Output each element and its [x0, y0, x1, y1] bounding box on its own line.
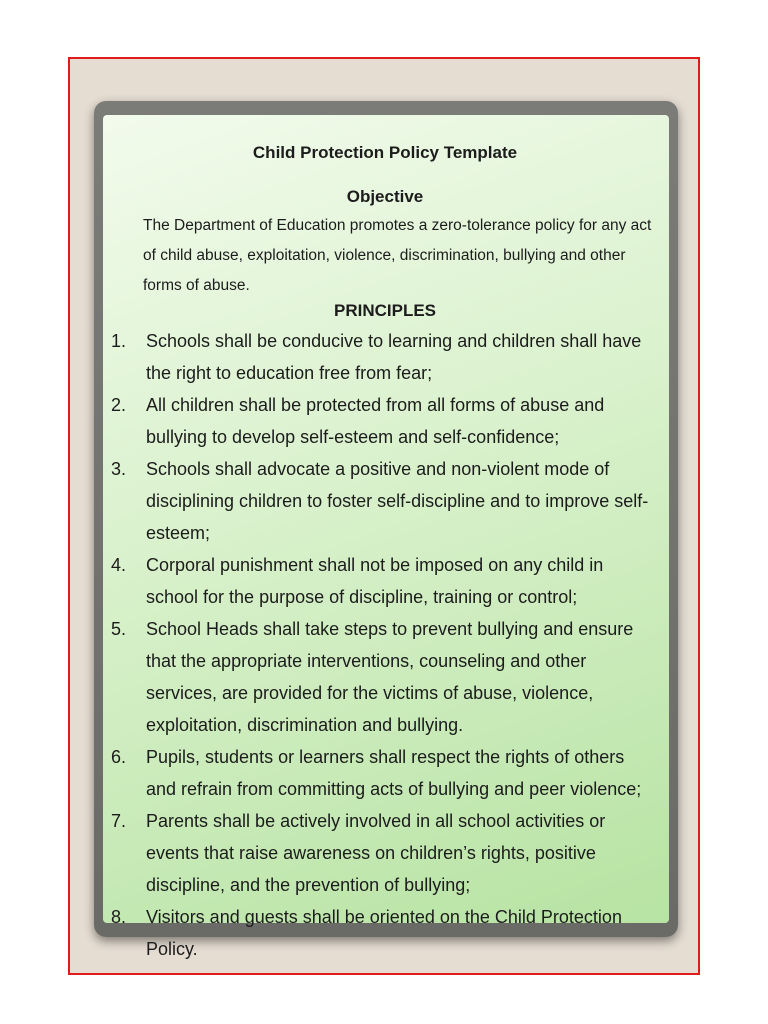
principle-text: Schools shall advocate a positive and non-violent mode of disciplining children to foster self-discipline and to improve self-esteem; [146, 459, 649, 543]
document-title: Child Protection Policy Template [252, 143, 518, 162]
principle-number: 1. [111, 331, 127, 351]
principle-item [111, 325, 659, 389]
principle-text: Parents shall be actively involved in all school activities or events that raise awareness on children’s rights, positive discipline, and the prevention of bullying; [146, 811, 606, 895]
principle-text: Schools shall be conducive to learning and children shall have the right to education free from fear; [146, 331, 642, 383]
principle-number: 8. [111, 907, 127, 927]
principle-item [111, 453, 659, 549]
principles-heading: PRINCIPLES [333, 301, 437, 320]
principle-number: 7. [111, 811, 127, 831]
principle-item [111, 741, 659, 805]
principle-text: School Heads shall take steps to prevent bullying and ensure that the appropriate interventions, counseling and other services, are provided for the victims of abuse, violence, exploitation, discrimination and bullying. [146, 619, 634, 735]
principle-item [111, 549, 659, 613]
principle-item [111, 805, 659, 901]
principle-number: 6. [111, 747, 127, 767]
principle-number: 3. [111, 459, 127, 479]
card-shadow [94, 101, 678, 959]
policy-card [103, 115, 669, 959]
principle-text: Visitors and guests shall be oriented on the Child Protection Policy. [146, 907, 622, 959]
principle-number: 2. [111, 395, 127, 415]
principle-number: 4. [111, 555, 127, 575]
principle-item [111, 613, 659, 741]
objective-heading: Objective [346, 187, 424, 206]
principle-item [111, 389, 659, 453]
principle-text: Pupils, students or learners shall respect the rights of others and refrain from committing acts of bullying and peer violence; [146, 747, 642, 799]
principle-text: All children shall be protected from all forms of abuse and bullying to develop self-esteem and self-confidence; [146, 395, 605, 447]
principle-text: Corporal punishment shall not be imposed on any child in school for the purpose of discipline, training or control; [146, 555, 604, 607]
objective-text: The Department of Education promotes a zero-tolerance policy for any act of child abuse, exploitation, violence, discrimination, bullying and other forms of abuse. [143, 217, 652, 294]
principles-list [111, 325, 659, 965]
document-frame [68, 57, 700, 975]
principle-item [111, 901, 659, 965]
principle-number: 5. [111, 619, 127, 639]
